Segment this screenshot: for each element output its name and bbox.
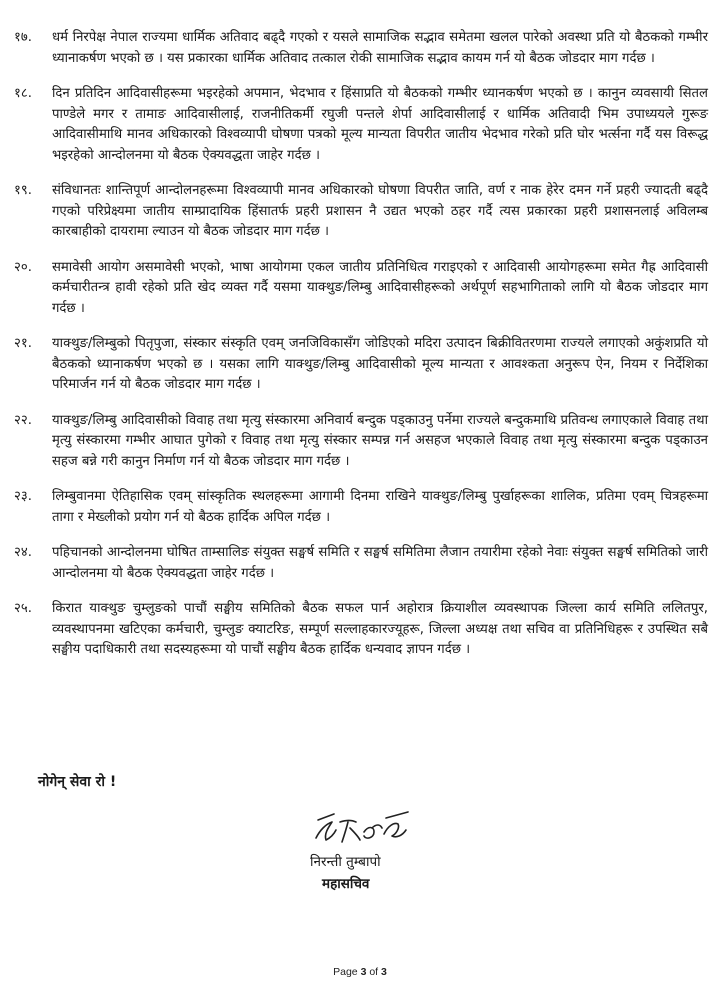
total-pages-number: 3 [381,966,387,978]
item-number: १७. [14,30,32,45]
list-item [14,487,708,528]
signature-icon [312,808,412,850]
signer-name: निरन्ती तुम्बापो [310,854,381,870]
item-text: याक्थुङ/लिम्बुको पितृपुजा, संस्कार संस्कृति एवम् जनजिविकासँग जोडिएको मदिरा उत्पादन बिक्रीवितरणमा राज्यले लगाएको अकुंशप्रति यो बैठकको ध्यानाकर्षण भएको छ । यसका लागि याक्थुङ/लिम्बु आदिवासीको मूल्य मान्यता र आवश्कता अनुरूप ऐन, नियम र निर्देशिका परिमार्जन गर्न यो बैठक जोडदार माग गर्दछ । [52,336,708,392]
item-text: दिन प्रतिदिन आदिवासीहरूमा भइरहेको अपमान, भेदभाव र हिंसाप्रति यो बैठकको गम्भीर ध्यानकर्षण भएको छ । कानुन व्यवसायी सितल पाण्डेले मगर र तामाङ आदिवासीलाई, राजनीतिकर्मी रघुजी पन्तले शेर्पा आदिवासीलाई र धार्मिक अतिवादी भिम उपाध्ययले गुरूङ आदिवासीमाथि मानव अधिकारको विश्वव्यापी घोषणा पत्रको मूल्य मान्यता विपरीत जातीय भेदभाव गरेको प्रति घोर भर्त्सना गर्दै यस विरूद्ध भइरहेको आन्दोलनमा यो बैठक ऐक्यवद्धता जाहेर गर्दछ । [52,86,708,163]
item-number: १९. [14,183,32,198]
item-number: २१. [14,336,32,351]
item-text: लिम्बुवानमा ऐतिहासिक एवम् सांस्कृतिक स्थलहरूमा आगामी दिनमा राखिने याक्थुङ/लिम्बु पुर्खाहरूका शालिक, प्रतिमा एवम् चित्रहरूमा तागा र मेख्लीको प्रयोग गर्न यो बैठक हार्दिक अपिल गर्दछ । [52,489,708,525]
list-item [14,334,708,396]
item-number: २३. [14,489,32,504]
item-text: पहिचानको आन्दोलनमा घोषित ताम्सालिङ संयुक्त सङ्घर्ष समिति र सङ्घर्ष समितिमा लैजान तयारीमा रहेको नेवाः संयुक्त सङ्घर्ष समितिको जारी आन्दोलनमा यो बैठक ऐक्यवद्धता जाहेर गर्दछ । [52,545,708,581]
current-page-number: 3 [360,966,367,978]
list-item [14,599,708,661]
list-item [14,28,708,69]
item-text: समावेसी आयोग असमावेसी भएको, भाषा आयोगमा एकल जातीय प्रतिनिधित्व गराइएको र आदिवासी आयोगहरूमा समेत गैह्र आदिवासी कर्मचारीतन्त्र हावी रहेको प्रति खेद व्यक्त गर्दै यसमा याक्थुङ/लिम्बु आदिवासीहरूको अर्थपूर्ण सहभागिताको लागि यो बैठक जोडदार माग गर्दछ । [52,259,708,316]
closing-salutation: नोगेन् सेवा रो ! [38,774,117,790]
item-number: २२. [14,412,32,428]
item-number: १८. [14,86,32,101]
item-text: किरात याक्थुङ चुम्लुङको पाचौं सङ्घीय समितिको बैठक सफल पार्न अहोरात्र क्रियाशील व्यवस्थापक जिल्ला कार्य समिति ललितपुर, व्यवस्थापनमा खटिएका कर्मचारी, चुम्लुङ क्याटरिङ, सम्पूर्ण सल्लाहकारज्यूहरू, जिल्ला अध्यक्ष तथा सचिव वा प्रतिनिधिहरू र उपस्थित सबै सङ्घीय पदाधिकारी तथा सदस्यहरूमा यो पाचौं सङ्घीय बैठक हार्दिक धन्यवाद ज्ञापन गर्दछ । [52,601,708,657]
item-number: २५. [14,601,32,616]
page-footer [0,966,720,978]
item-number: २०. [14,259,32,275]
item-text: धर्म निरपेक्ष नेपाल राज्यमा धार्मिक अतिवाद बढ्दै गएको र यसले सामाजिक सद्भाव समेतमा खलल पारेको अवस्था प्रति यो बैठकको गम्भीर ध्यानाकर्षण भएको छ । यस प्रकारका धार्मिक अतिवाद तत्काल रोकी सामाजिक सद्भाव कायम गर्न यो बैठक जोडदार माग गर्दछ । [52,30,708,66]
list-item [14,181,708,243]
signer-title: महासचिव [322,876,370,892]
resolution-list [14,28,708,676]
list-item [14,258,708,320]
item-text: संविधानतः शान्तिपूर्ण आन्दोलनहरूमा विश्वव्यापी मानव अधिकारको घोषणा विपरीत जाति, वर्ण र नाक हेरेर दमन गर्ने प्रहरी ज्यादती बढ्दै गएको परिप्रेक्ष्यमा जातीय साम्प्रादायिक हिंसातर्फ प्रहरी प्रशासन नै उद्यत भएको ठहर गर्दै त्यस प्रकारका प्रहरी प्रशासनलाई अविलम्ब कारबाहीको दायरामा ल्याउन यो बैठक जोडदार माग गर्दछ । [52,183,708,239]
list-item [14,84,708,166]
list-item [14,411,708,473]
item-text: याक्थुङ/लिम्बु आदिवासीको विवाह तथा मृत्यु संस्कारमा अनिवार्य बन्दुक पड्काउनु पर्नेमा राज्यले बन्दुकमाथि प्रतिवन्ध लगाएकाले विवाह तथा मृत्यु संस्कारमा गम्भीर आघात पुगेको र विवाह तथा मृत्यु संस्कार सम्पन्न गर्न असहज भएकाले विवाह तथा मृत्यु संस्कारमा बन्दुक पड्काउन सहज बन्ने गरी कानुन निर्माण गर्न यो बैठक जोडदार माग गर्दछ । [52,412,708,469]
item-number: २४. [14,545,32,560]
of-label: of [369,966,379,978]
list-item [14,543,708,584]
page-label: Page [333,966,358,978]
